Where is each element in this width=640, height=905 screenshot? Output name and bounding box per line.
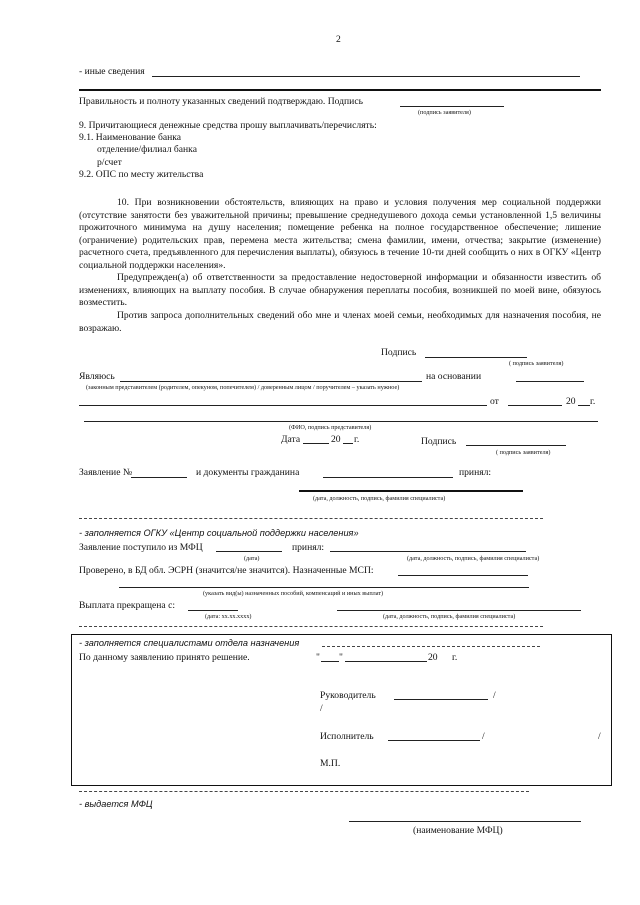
specialist-field[interactable] (299, 490, 523, 492)
date-year-label: 20 (331, 434, 341, 445)
signature-field[interactable] (425, 357, 527, 358)
executor-slash: / (482, 731, 485, 742)
item9-title: 9. Причитающиеся денежные средства прошу выплачивать/перечислять: (79, 120, 377, 131)
assignment-decision: По данному заявлению принято решение. (79, 652, 250, 663)
head-slash: / (493, 690, 496, 701)
signature-caption: ( подпись заявителя) (509, 360, 564, 367)
ogku-types-field[interactable] (119, 587, 529, 588)
statement-number-field[interactable] (131, 477, 187, 478)
ogku-msp-field[interactable] (398, 575, 528, 576)
from-year-label: 20 (566, 396, 576, 407)
ogku-date-caption: (дата) (244, 555, 260, 562)
executor-label: Исполнитель (320, 731, 374, 742)
item10-paragraph-1: 10. При возникновении обстоятельств, влияющих на право и условия получения мер социальной поддержки (отсутствие занятости без уважительной причины; превышение среднедушевого дохода семьи установленной 1,5 величины прожиточного минимума на душу населения; помещение ребенка на полное государственное обеспечение; лишение (ограничение) родительских прав, перемена места жительства; смена фамилии, имени, отчества; закрытие (изменение) расчетного счета, предъявленного для перечисления выплаты), обязуюсь в течение 10-ти дней сообщить о них в ОГКУ «Центр социальной поддержки населения». (79, 197, 601, 271)
assignment-header-separator (322, 646, 540, 647)
head-label: Руководитель (320, 690, 376, 701)
specialist-caption: (дата, должность, подпись, фамилия специалиста) (313, 495, 446, 502)
citizen-name-field[interactable] (323, 477, 453, 478)
assignment-header: - заполняется специалистами отдела назначения (79, 638, 300, 648)
ogku-specialist-caption: (дата, должность, подпись, фамилия специалиста) (407, 555, 540, 562)
branch-label: отделение/филиал банка (97, 144, 197, 155)
item10-paragraph-3: Против запроса дополнительных сведений обо мне и членах моей семьи, необходимых для назначения пособия, не возражаю. (79, 310, 601, 334)
ogku-header: - заполняется ОГКУ «Центр социальной поддержки населения» (79, 528, 359, 538)
signature-label: Подпись (381, 347, 417, 358)
date-label: Дата (281, 434, 301, 445)
head-slash-2: / (320, 703, 323, 714)
from-year-suffix: г. (590, 396, 596, 407)
assignment-year: 20 (428, 652, 438, 663)
statement-accepted-label: принял: (459, 467, 492, 478)
post-office-label: 9.2. ОПС по месту жительства (79, 169, 204, 180)
basis-field[interactable] (516, 381, 584, 382)
executor-slash-end: / (598, 731, 601, 742)
ogku-separator (79, 518, 543, 519)
assignment-quote-close: " (339, 652, 343, 663)
ogku-received-label: Заявление поступило из МФЦ (79, 542, 203, 553)
representative-signature-field[interactable] (466, 445, 566, 446)
ogku-bottom-separator (79, 626, 543, 627)
applicant-signature-caption: (подпись заявителя) (418, 109, 471, 116)
assignment-year-suffix: г. (452, 652, 458, 663)
ogku-stopped-date-field[interactable] (188, 610, 238, 611)
date-year-suffix: г. (354, 434, 360, 445)
stamp-label: М.П. (320, 758, 341, 769)
page-number: 2 (336, 34, 341, 45)
assignment-month-field[interactable] (345, 661, 427, 662)
basis-document-field[interactable] (79, 405, 487, 406)
from-label: от (490, 396, 499, 407)
mfc-name-field[interactable] (349, 821, 581, 822)
ogku-checked-label: Проверено, в БД обл. ЭСРН (значится/не значится). Назначенные МСП: (79, 565, 374, 576)
representative-fio-caption: (ФИО, подпись представителя) (289, 424, 372, 431)
section-divider (79, 89, 601, 91)
ogku-stopped-specialist-caption: (дата, должность, подпись, фамилия специалиста) (383, 613, 516, 620)
mfc-caption: (наименование МФЦ) (413, 825, 503, 836)
ogku-stopped-specialist-field[interactable] (337, 610, 581, 611)
assignment-quote-open: " (316, 652, 320, 663)
ogku-received-field[interactable] (216, 551, 282, 552)
representative-role-field[interactable] (120, 381, 422, 382)
ogku-accepted-label: принял: (292, 542, 325, 553)
mfc-separator (79, 791, 529, 792)
representative-fio-field[interactable] (84, 421, 598, 422)
ogku-accepted-field[interactable] (330, 551, 526, 552)
representative-label: Являюсь (79, 371, 115, 382)
executor-signature-field[interactable] (388, 740, 480, 741)
statement-docs-label: и документы гражданина (196, 467, 300, 478)
head-signature-field[interactable] (394, 699, 488, 700)
representative-signature-caption: ( подпись заявителя) (496, 449, 551, 456)
statement-number-label: Заявление № (79, 467, 133, 478)
from-date-field[interactable] (508, 405, 562, 406)
ogku-stopped-label: Выплата прекращена с: (79, 600, 176, 611)
representative-signature-label: Подпись (421, 436, 457, 447)
from-year-field[interactable] (578, 405, 590, 406)
basis-label: на основании (426, 371, 482, 382)
account-label: р/счет (97, 157, 122, 168)
representative-caption: (законным представителем (родителем, опекуном, попечителем) / доверенным лицом / поручителем – указать нужное) (86, 384, 400, 391)
date-field[interactable] (303, 443, 329, 444)
other-info-label: - иные сведения (79, 66, 145, 77)
item10-paragraph-2: Предупрежден(а) об ответственности за предоставление недостоверной информации и обязанности известить об изменениях, влияющих на выплату пособия. В случае обнаружения переплаты пособия, возникшей по моей вине, обязуюсь возместить. (79, 272, 601, 309)
ogku-types-caption: (указать вид(ы) назначенных пособий, компенсаций и иных выплат) (203, 590, 384, 597)
ogku-stopped-date-caption: (дата: хх.хх.хххх) (205, 613, 252, 620)
applicant-signature-field[interactable] (400, 106, 504, 107)
date-year-field[interactable] (343, 443, 353, 444)
bank-name-label: 9.1. Наименование банка (79, 132, 182, 143)
mfc-header: - выдается МФЦ (79, 799, 153, 809)
confirm-line: Правильность и полноту указанных сведений подтверждаю. Подпись (79, 96, 363, 107)
other-info-field[interactable] (152, 76, 580, 77)
assignment-day-field[interactable] (321, 661, 339, 662)
